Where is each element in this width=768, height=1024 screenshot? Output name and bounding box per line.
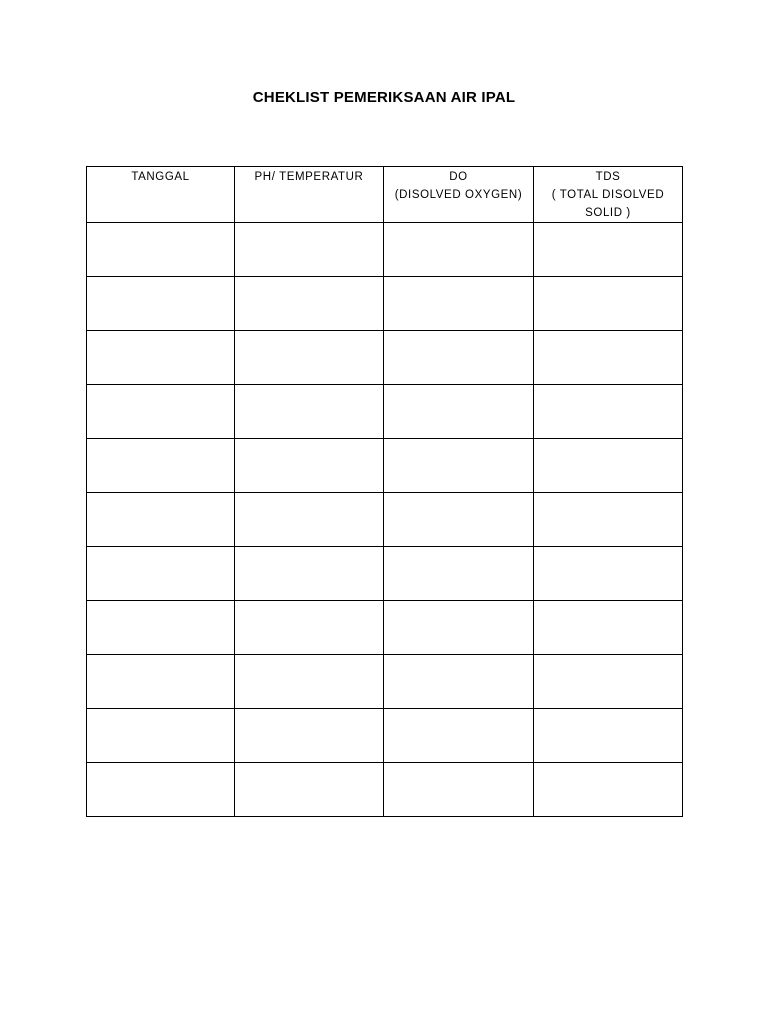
table-row xyxy=(87,277,683,331)
table-cell-do xyxy=(384,709,534,763)
table-row xyxy=(87,601,683,655)
table-row xyxy=(87,223,683,277)
header-tds-line: TDS xyxy=(595,171,621,183)
table-cell-ph-temperatur xyxy=(235,493,384,547)
table-cell-ph-temperatur xyxy=(235,547,384,601)
table-row xyxy=(87,385,683,439)
table-row xyxy=(87,331,683,385)
header-tanggal-line: TANGGAL xyxy=(131,171,190,183)
table-cell-tds xyxy=(534,709,683,763)
table-cell-tds xyxy=(534,493,683,547)
header-ph-temperatur-line: PH/ TEMPERATUR xyxy=(254,171,364,183)
table-cell-tds xyxy=(534,655,683,709)
table-cell-tds xyxy=(534,331,683,385)
table-cell-do xyxy=(384,439,534,493)
header-do-line: (DISOLVED OXYGEN) xyxy=(394,189,523,201)
table-cell-tds xyxy=(534,277,683,331)
table-cell-do xyxy=(384,601,534,655)
header-tds-line: SOLID ) xyxy=(585,207,631,219)
header-tds-line: ( TOTAL DISOLVED xyxy=(551,189,665,201)
table-cell-do xyxy=(384,385,534,439)
table-cell-do xyxy=(384,493,534,547)
table-cell-ph-temperatur xyxy=(235,277,384,331)
header-tanggal xyxy=(87,167,235,223)
header-do-line: DO xyxy=(449,171,468,183)
table-cell-tds xyxy=(534,763,683,817)
table-cell-tds xyxy=(534,601,683,655)
table-cell-tanggal xyxy=(87,223,235,277)
table-cell-do xyxy=(384,331,534,385)
table-cell-do xyxy=(384,223,534,277)
table-cell-tanggal xyxy=(87,763,235,817)
checklist-table xyxy=(86,166,683,817)
table-cell-ph-temperatur xyxy=(235,601,384,655)
table-cell-ph-temperatur xyxy=(235,223,384,277)
table-cell-ph-temperatur xyxy=(235,655,384,709)
table-row xyxy=(87,493,683,547)
table-row xyxy=(87,763,683,817)
table-cell-ph-temperatur xyxy=(235,439,384,493)
header-do xyxy=(384,167,534,223)
table-body xyxy=(87,223,683,817)
table-cell-tanggal xyxy=(87,601,235,655)
table-cell-do xyxy=(384,277,534,331)
table-row xyxy=(87,709,683,763)
table-cell-do xyxy=(384,655,534,709)
table-cell-tanggal xyxy=(87,385,235,439)
page-title: CHEKLIST PEMERIKSAAN AIR IPAL xyxy=(252,89,516,106)
table-cell-tanggal xyxy=(87,493,235,547)
table-cell-tanggal xyxy=(87,709,235,763)
table-row xyxy=(87,547,683,601)
header-row xyxy=(87,167,683,223)
table-cell-tds xyxy=(534,547,683,601)
table-cell-ph-temperatur xyxy=(235,763,384,817)
table-cell-ph-temperatur xyxy=(235,331,384,385)
header-ph-temperatur xyxy=(235,167,384,223)
table-cell-tanggal xyxy=(87,331,235,385)
table-cell-tds xyxy=(534,439,683,493)
table-cell-tds xyxy=(534,385,683,439)
table-row xyxy=(87,439,683,493)
table-cell-tanggal xyxy=(87,655,235,709)
table-cell-do xyxy=(384,763,534,817)
table-cell-ph-temperatur xyxy=(235,709,384,763)
table-cell-ph-temperatur xyxy=(235,385,384,439)
table-cell-tanggal xyxy=(87,439,235,493)
table-cell-tds xyxy=(534,223,683,277)
table-cell-tanggal xyxy=(87,277,235,331)
header-tds xyxy=(534,167,683,223)
table-cell-tanggal xyxy=(87,547,235,601)
table-cell-do xyxy=(384,547,534,601)
table-row xyxy=(87,655,683,709)
